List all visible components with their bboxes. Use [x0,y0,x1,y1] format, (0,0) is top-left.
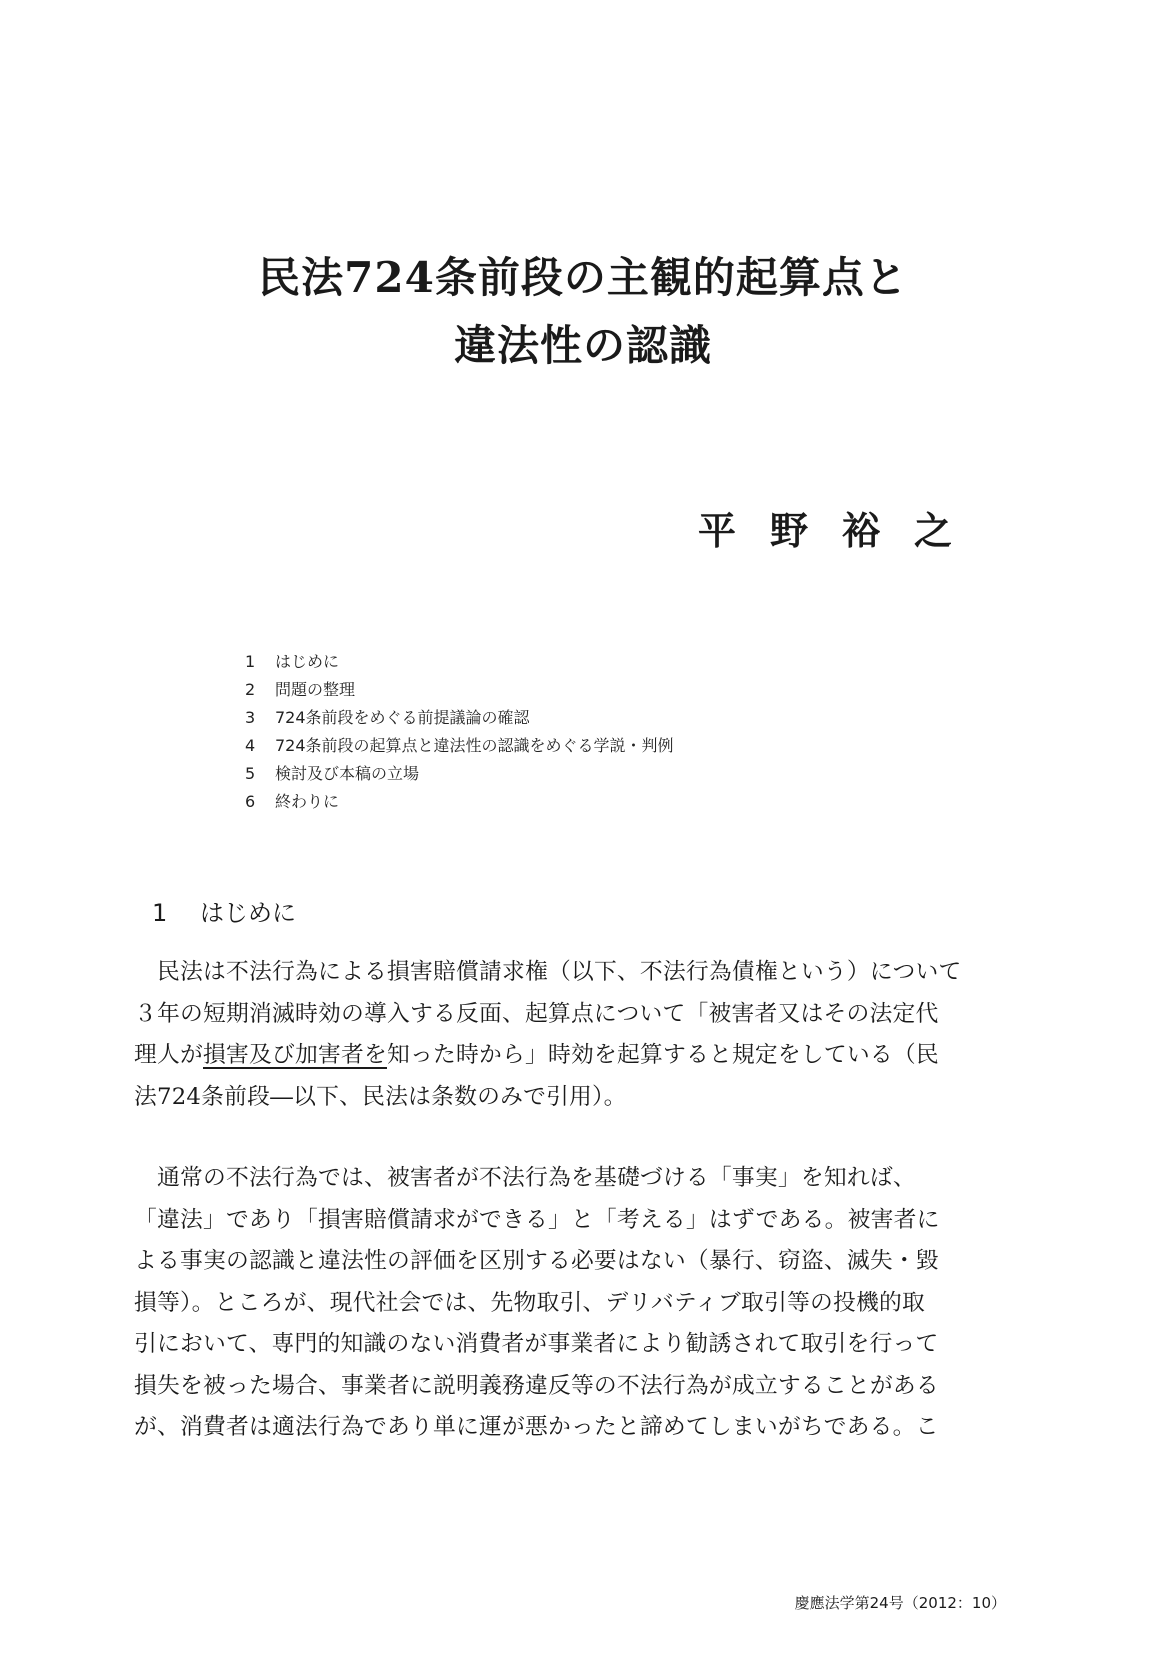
toc-item [245,788,674,816]
toc-item [245,676,674,704]
body-line [134,1158,1034,1200]
paper-title-line-2: 違法性の認識 [453,321,712,370]
toc-item [245,704,674,732]
paper-title-line-1: 民法724条前段の主観的起算点と [258,253,908,302]
author-char: 野 [769,508,808,553]
toc-item [245,760,674,788]
body-line [134,1035,1034,1077]
toc-label: はじめに [275,652,340,671]
body-line [134,1324,1034,1366]
toc-item [245,648,674,676]
body-line-text: 知った時から」時効を起算すると規定をしている（民 [386,1042,939,1068]
underlined-phrase: 損害及び加害者を [203,1042,387,1068]
toc-label: 検討及び本稿の立場 [275,764,420,783]
body-line-text: よる事実の認識と違法性の評価を区別する必要はない（暴行、窃盗、滅失・毀 [134,1248,939,1274]
toc-number: 5 [245,764,256,783]
toc-number: 1 [245,652,256,671]
body-line-text: 理人が [134,1042,203,1068]
paragraph-1 [134,952,1034,1118]
body-line [134,1366,1034,1408]
body-line-text: が、消費者は適法行為であり単に運が悪かったと諦めてしまいがちである。こ [134,1414,939,1440]
body-line-text: 法724条前段―以下、民法は条数のみで引用）。 [134,1083,627,1110]
body-line-text: 「違法」であり「損害賠償請求ができる」と「考える」はずである。被害者に [134,1206,940,1233]
body-line [134,1283,1034,1325]
toc-label: 終わりに [275,792,340,811]
section-title: はじめに [200,899,296,927]
toc-number: 3 [245,708,256,727]
body-line-text: 通常の不法行為では、被害者が不法行為を基礎づける「事実」を知れば、 [157,1165,916,1191]
body-line [134,1077,1034,1119]
body-line [134,994,1034,1036]
toc-number: 6 [245,792,256,811]
journal-footer: 慶應法学第24号（2012：10） [794,1594,1006,1612]
author-char: 之 [913,508,952,553]
toc-label: 問題の整理 [275,680,356,699]
body-line [134,1241,1034,1283]
toc-label: 724条前段の起算点と違法性の認識をめぐる学説・判例 [275,736,674,755]
toc-number: 2 [245,680,256,699]
body-line-text: 損失を被った場合、事業者に説明義務違反等の不法行為が成立することがある [134,1372,939,1399]
toc-item [245,732,674,760]
body-line-text: 引において、専門的知識のない消費者が事業者により勧誘されて取引を行って [134,1331,939,1357]
body-line-text: 民法は不法行為による損害賠償請求権（以下、不法行為債権という）について [157,959,962,985]
body-line [134,952,1034,994]
paragraph-2 [134,1158,1034,1449]
toc-number: 4 [245,736,256,755]
section-number: 1 [152,899,168,927]
body-line-text: ３年の短期消滅時効の導入する反面、起算点について「被害者又はその法定代 [134,1000,939,1027]
section-heading [152,893,296,928]
toc-label: 724条前段をめぐる前提議論の確認 [275,708,530,727]
author-name [664,500,952,555]
author-char: 裕 [841,508,880,553]
author-char: 平 [697,508,736,553]
body-line-text: 損等）。ところが、現代社会では、先物取引、デリバティブ取引等の投機的取 [134,1289,925,1316]
body-line [134,1407,1034,1449]
body-line [134,1200,1034,1242]
table-of-contents [245,648,674,816]
